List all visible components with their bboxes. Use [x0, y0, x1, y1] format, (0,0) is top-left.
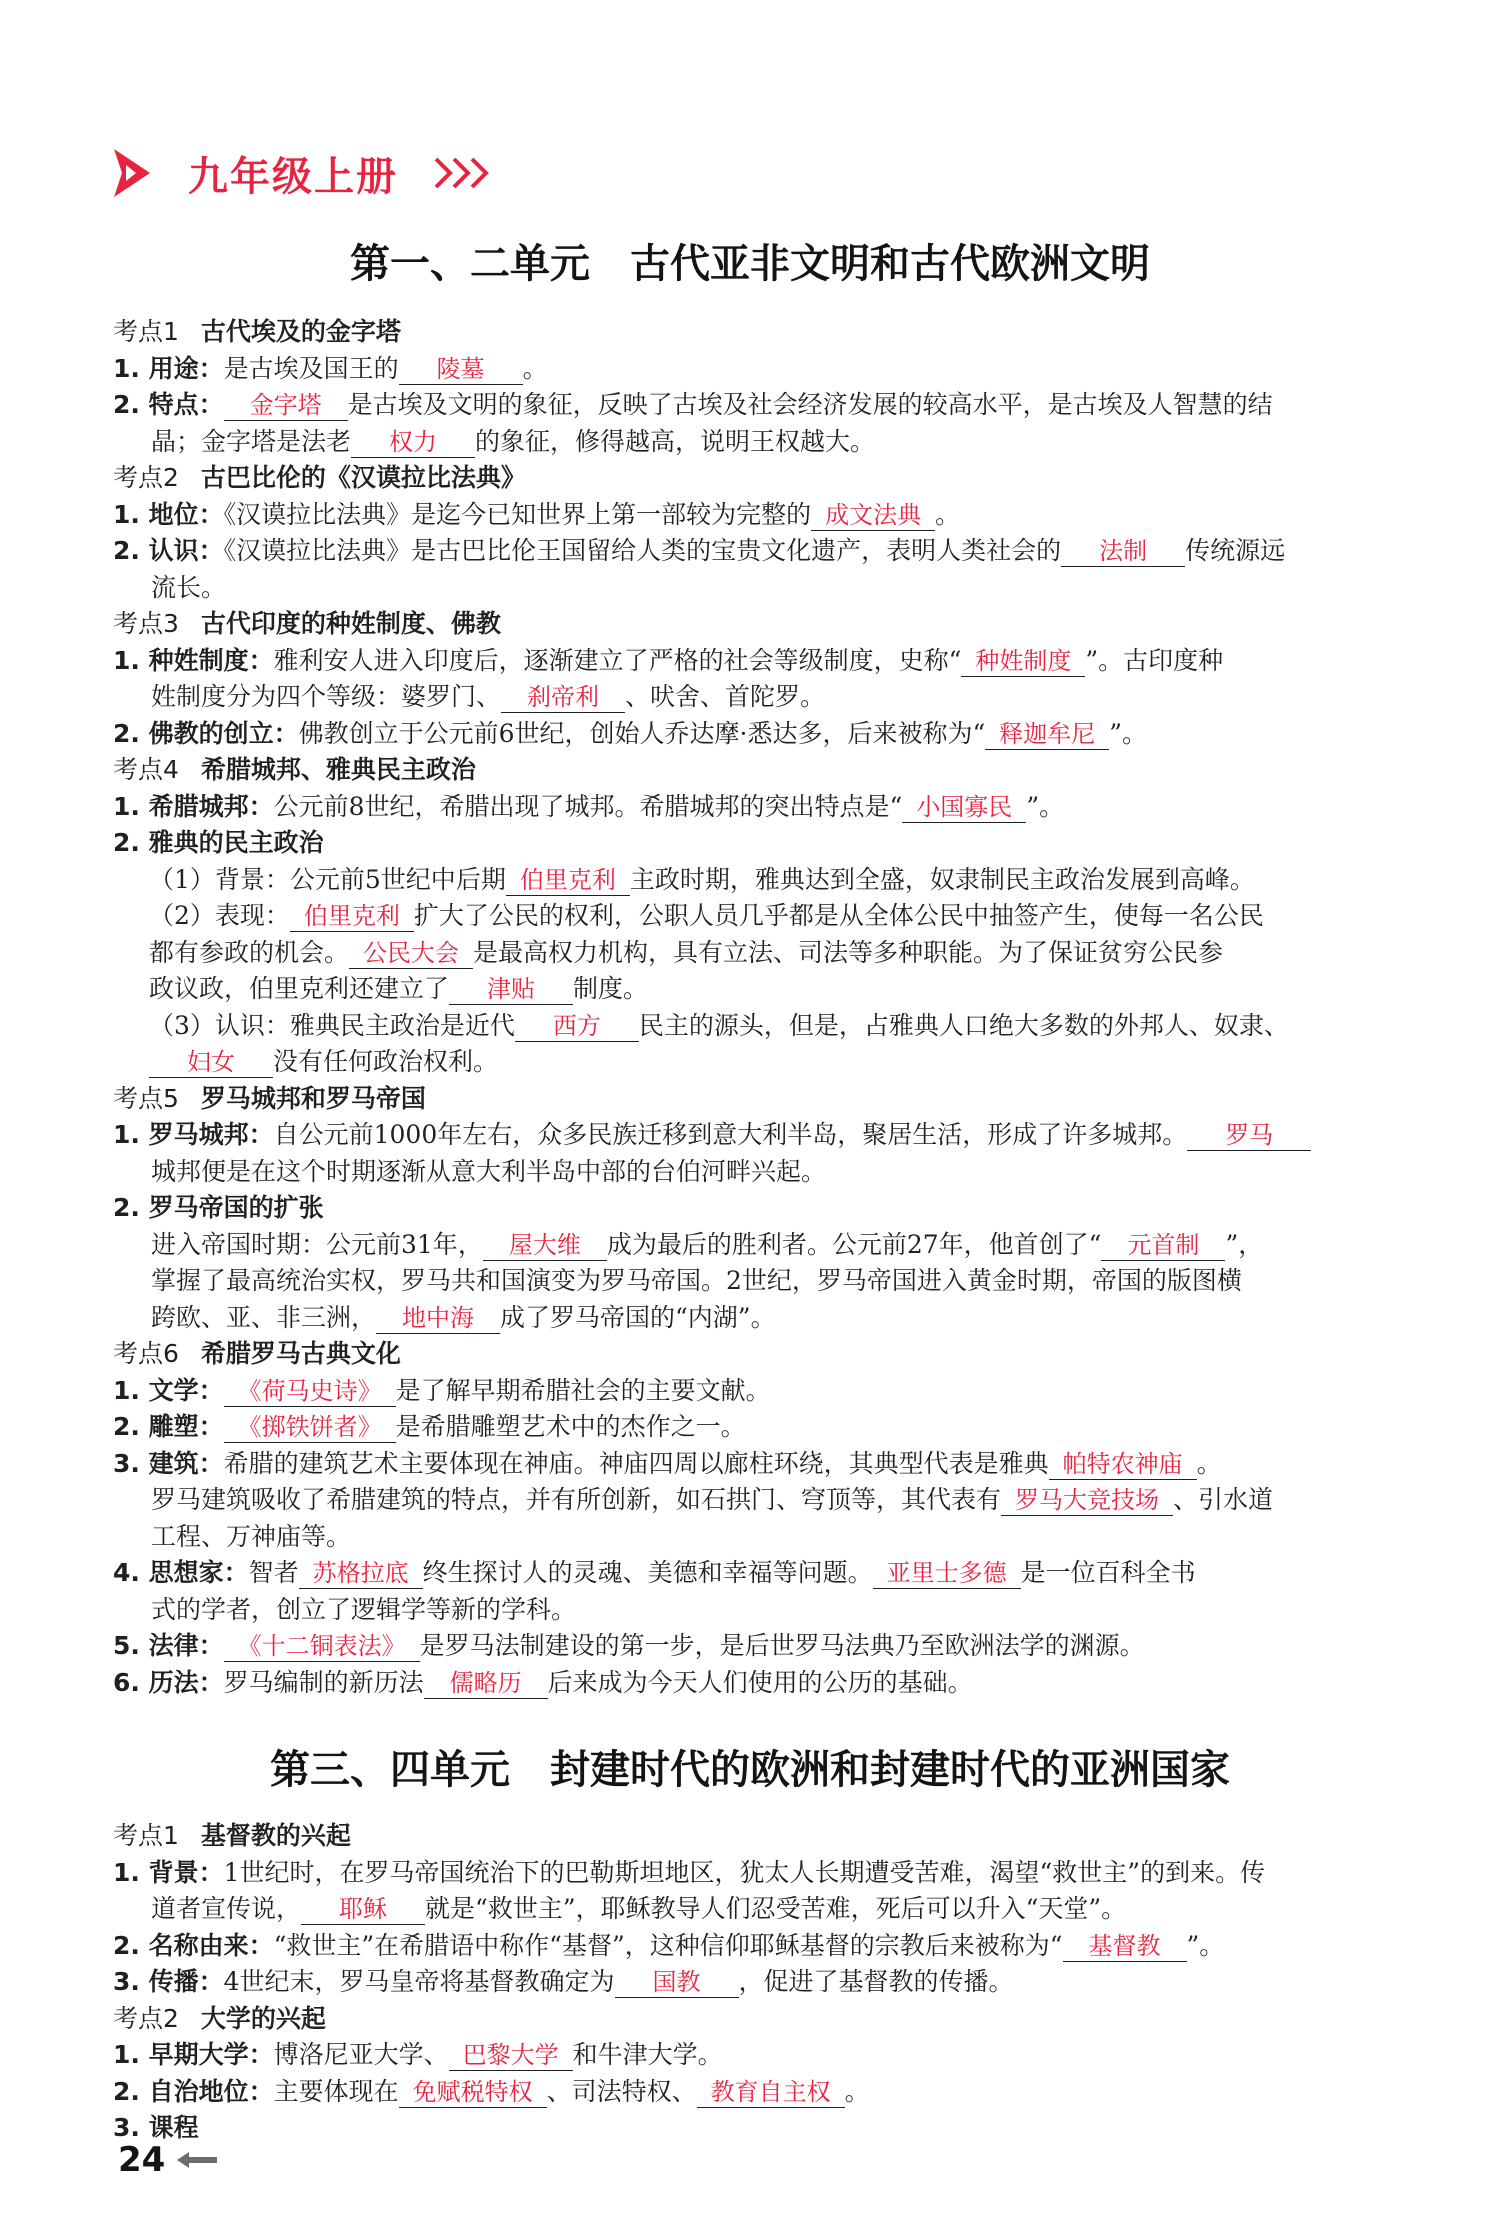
list-item-continued: 工程、万神庙等。 — [151, 1521, 352, 1551]
list-item-continued: 式的学者，创立了逻辑学等新的学科。 — [151, 1594, 577, 1624]
answer-blank: 《掷铁饼者》 — [224, 1412, 396, 1443]
answer-blank: 教育自主权 — [697, 2077, 845, 2108]
answer-blank: 国教 — [615, 1967, 739, 1998]
answer-blank: 妇女 — [149, 1047, 273, 1078]
unit-title-1: 第一、二单元 古代亚非文明和古代欧洲文明 — [350, 241, 1150, 287]
list-item: 3. 传播：4世纪末，罗马皇帝将基督教确定为 国教 ，促进了基督教的传播。 — [113, 1967, 1014, 1996]
answer-blank: 屋大维 — [483, 1230, 607, 1261]
kaodian-heading: 考点3 古代印度的种姓制度、佛教 — [113, 609, 501, 638]
list-item-continued: 流长。 — [151, 572, 227, 602]
answer-blank: 儒略历 — [424, 1668, 548, 1699]
list-item-continued: 姓制度分为四个等级：婆罗门、 刹帝利 、吠舍、首陀罗。 — [151, 682, 826, 711]
kaodian-heading: 考点5 罗马城邦和罗马帝国 — [113, 1083, 426, 1113]
sub-item-continued: 政议政，伯里克利还建立了 津贴 制度。 — [149, 974, 649, 1003]
back-arrow-icon — [175, 2149, 219, 2171]
kaodian-heading: 考点2 大学的兴起 — [113, 2003, 326, 2033]
kaodian-heading: 考点1 古代埃及的金字塔 — [113, 317, 401, 346]
list-item: 2. 自治地位：主要体现在 免赋税特权 、司法特权、 教育自主权 。 — [113, 2076, 870, 2106]
sub-item: （2）表现： 伯里克利 扩大了公民的权利，公职人员几乎都是从全体公民中抽签产生，使每一名公民 — [149, 901, 1264, 930]
list-item: 1. 早期大学：博洛尼亚大学、 巴黎大学 和牛津大学。 — [113, 2040, 723, 2069]
answer-blank: 罗马 — [1187, 1120, 1311, 1151]
list-item-continued: 城邦便是在这个时期逐渐从意大利半岛中部的台伯河畔兴起。 — [151, 1156, 827, 1186]
list-item: 3. 建筑：希腊的建筑艺术主要体现在神庙。神庙四周以廊柱环绕，其典型代表是雅典 帕特农神庙 。 — [113, 1448, 1222, 1478]
answer-blank: 伯里克利 — [290, 901, 414, 932]
answer-blank: 巴黎大学 — [449, 2040, 573, 2071]
list-item: 3. 课程 — [113, 2113, 199, 2142]
answer-blank: 公民大会 — [349, 938, 473, 969]
page-number — [118, 2140, 219, 2180]
section-banner — [112, 138, 492, 208]
list-item-continued: 跨欧、亚、非三洲， 地中海 成了罗马帝国的“内湖”。 — [151, 1302, 776, 1332]
kaodian-heading: 考点4 希腊城邦、雅典民主政治 — [113, 755, 476, 784]
sub-item: （1）背景：公元前5世纪中后期 伯里克利 主政时期，雅典达到全盛，奴隶制民主政治发展到高峰。 — [149, 864, 1255, 894]
answer-blank: 伯里克利 — [506, 865, 630, 896]
answer-blank: 罗马大竞技场 — [1001, 1485, 1173, 1516]
answer-blank: 释迦牟尼 — [985, 719, 1109, 750]
list-item: 1. 罗马城邦：自公元前1000年左右，众多民族迁移到意大利半岛，聚居生活，形成了许多城邦。 罗马 — [113, 1117, 1433, 1154]
list-item-continued: 晶；金字塔是法老 权力 的象征，修得越高，说明王权越大。 — [151, 426, 876, 456]
answer-blank: 《荷马史诗》 — [224, 1376, 396, 1407]
kaodian-heading: 考点6 希腊罗马古典文化 — [113, 1339, 401, 1368]
list-item: 1. 希腊城邦：公元前8世纪，希腊出现了城邦。希腊城邦的突出特点是“ 小国寡民 ”。 — [113, 791, 1065, 821]
answer-blank: 陵墓 — [399, 354, 523, 385]
list-item-continued: 道者宣传说， 耶稣 就是“救世主”，耶稣教导人们忍受苦难，死后可以升入“天堂”。 — [151, 1894, 1127, 1923]
unit-2-content — [113, 1818, 1433, 2147]
list-item-continued: 进入帝国时期：公元前31年， 屋大维 成为最后的胜利者。公元前27年，他首创了“ 元首制 ”， — [151, 1229, 1264, 1259]
list-item: 2. 雅典的民主政治 — [113, 828, 324, 857]
unit-title-2: 第三、四单元 封建时代的欧洲和封建时代的亚洲国家 — [270, 1747, 1230, 1793]
list-item: 1. 文学： 《荷马史诗》 是了解早期希腊社会的主要文献。 — [113, 1375, 771, 1405]
answer-blank: 亚里士多德 — [873, 1558, 1021, 1589]
sub-item-continued: 都有参政的机会。 公民大会 是最高权力机构，具有立法、司法等多种职能。为了保证贫穷公民参 — [149, 937, 1224, 967]
list-item: 2. 佛教的创立：佛教创立于公元前6世纪，创始人乔达摩·悉达多，后来被称为“ 释迦牟尼 ”。 — [113, 718, 1148, 748]
answer-blank: 地中海 — [376, 1303, 500, 1334]
answer-blank: 刹帝利 — [501, 682, 625, 713]
kaodian-heading: 考点2 古巴比伦的《汉谟拉比法典》 — [113, 463, 526, 492]
list-item: 1. 种姓制度：雅利安人进入印度后，逐渐建立了严格的社会等级制度，史称“ 种姓制度 ”。古印度种 — [113, 645, 1224, 675]
list-item: 2. 罗马帝国的扩张 — [113, 1193, 324, 1222]
answer-blank: 免赋税特权 — [399, 2077, 547, 2108]
section-title: 九年级上册 — [188, 153, 398, 200]
unit-1-content — [113, 314, 1433, 1701]
answer-blank: 种姓制度 — [961, 646, 1085, 677]
list-item: 1. 地位：《汉谟拉比法典》是迄今已知世界上第一部较为完整的 成文法典 。 — [113, 499, 961, 529]
sub-item: （3）认识：雅典民主政治是近代 西方 民主的源头，但是，占雅典人口绝大多数的外邦人、奴隶、 — [149, 1010, 1289, 1040]
list-item: 4. 思想家：智者 苏格拉底 终生探讨人的灵魂、美德和幸福等问题。 亚里士多德 是一位百科全书 — [113, 1558, 1196, 1587]
answer-blank: 成文法典 — [811, 500, 935, 531]
answer-blank: 法制 — [1061, 536, 1185, 567]
list-item: 2. 认识：《汉谟拉比法典》是古巴比伦王国留给人类的宝贵文化遗产，表明人类社会的 法制 传统源远 — [113, 536, 1286, 565]
answer-blank: 西方 — [515, 1011, 639, 1042]
list-item: 1. 背景：1世纪时，在罗马帝国统治下的巴勒斯坦地区，犹太人长期遭受苦难，渴望“救世主”的到来。传 — [113, 1857, 1266, 1887]
answer-blank: 金字塔 — [224, 390, 348, 421]
list-item: 2. 雕塑： 《掷铁饼者》 是希腊雕塑艺术中的杰作之一。 — [113, 1412, 746, 1441]
answer-blank: 耶稣 — [301, 1894, 425, 1925]
answer-blank: 苏格拉底 — [299, 1558, 423, 1589]
list-item: 2. 特点： 金字塔 是古埃及文明的象征，反映了古埃及社会经济发展的较高水平，是古埃及人智慧的结 — [113, 390, 1273, 419]
answer-blank: 津贴 — [449, 974, 573, 1005]
list-item: 2. 名称由来：“救世主”在希腊语中称作“基督”，这种信仰耶稣基督的宗教后来被称为“ 基督教 ”。 — [113, 1930, 1225, 1960]
answer-blank: 权力 — [351, 427, 475, 458]
list-item: 1. 用途：是古埃及国王的 陵墓 。 — [113, 353, 548, 383]
answer-blank: 小国寡民 — [902, 792, 1026, 823]
kaodian-heading: 考点1 基督教的兴起 — [113, 1821, 351, 1850]
answer-blank: 帕特农神庙 — [1049, 1449, 1197, 1480]
list-item-continued: 罗马建筑吸收了希腊建筑的特点，并有所创新，如石拱门、穹顶等，其代表有 罗马大竞技场 、引水道 — [151, 1485, 1274, 1514]
page-number-text: 24 — [118, 2140, 166, 2180]
list-item-continued: 掌握了最高统治实权，罗马共和国演变为罗马帝国。2世纪，罗马帝国进入黄金时期，帝国的版图横 — [151, 1266, 1242, 1295]
answer-blank: 基督教 — [1063, 1931, 1187, 1962]
sub-item-continued: 妇女 没有任何政治权利。 — [113, 1044, 1433, 1081]
answer-blank: 元首制 — [1101, 1230, 1225, 1261]
list-item: 6. 历法：罗马编制的新历法 儒略历 后来成为今天人们使用的公历的基础。 — [113, 1667, 973, 1697]
red-arrow-icon — [112, 147, 152, 199]
answer-blank: 《十二铜表法》 — [224, 1631, 420, 1662]
triple-chevron-icon — [432, 155, 492, 191]
list-item: 5. 法律： 《十二铜表法》 是罗马法制建设的第一步，是后世罗马法典乃至欧洲法学的渊源。 — [113, 1631, 1145, 1660]
